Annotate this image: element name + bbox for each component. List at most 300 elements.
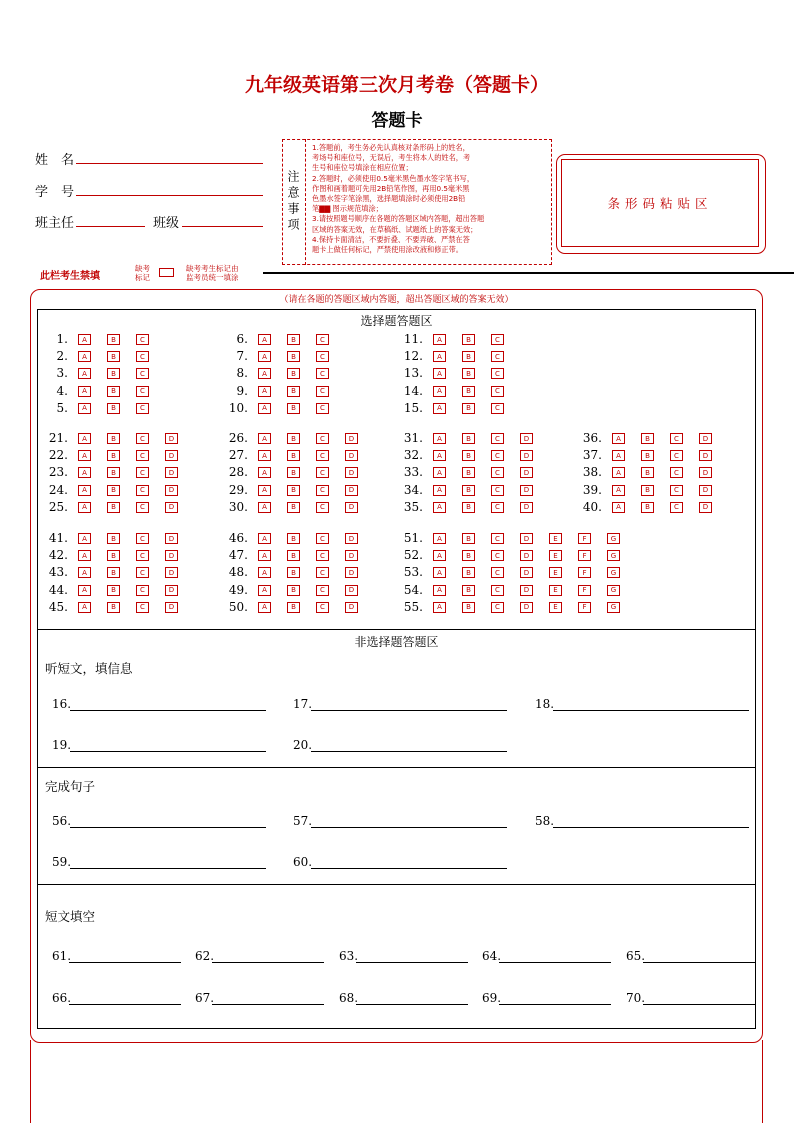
- option-bubble-a[interactable]: A: [258, 502, 271, 513]
- option-bubble-a[interactable]: A: [78, 602, 91, 613]
- option-bubble-a[interactable]: A: [258, 351, 271, 362]
- option-bubble-b[interactable]: B: [107, 368, 120, 379]
- option-bubble-b[interactable]: B: [462, 467, 475, 478]
- answer-blank[interactable]: [553, 710, 749, 711]
- option-bubble-c[interactable]: C: [136, 550, 149, 561]
- option-bubble-d[interactable]: D: [520, 433, 533, 444]
- question-number: 35.: [403, 499, 423, 514]
- option-bubble-d[interactable]: D: [345, 502, 358, 513]
- option-bubble-a[interactable]: A: [258, 567, 271, 578]
- blank-number: 60.: [293, 855, 313, 869]
- question-number: 14.: [403, 383, 423, 398]
- option-bubble-a[interactable]: A: [258, 485, 271, 496]
- option-bubble-c[interactable]: C: [670, 467, 683, 478]
- teacher-field[interactable]: [76, 212, 145, 227]
- option-bubble-b[interactable]: B: [287, 403, 300, 414]
- class-label: 班级: [153, 216, 180, 231]
- student-number-field[interactable]: [76, 181, 263, 196]
- option-bubble-a[interactable]: A: [78, 550, 91, 561]
- question-number: 54.: [403, 582, 423, 597]
- option-bubble-f[interactable]: F: [578, 550, 591, 561]
- option-bubble-b[interactable]: B: [462, 351, 475, 362]
- notice-line: 考场号和座位号，无误后，考生将本人的姓名，考: [312, 153, 471, 163]
- option-bubble-d[interactable]: D: [699, 450, 712, 461]
- option-bubble-c[interactable]: C: [316, 450, 329, 461]
- absent-mark-label: 缺考 标记: [135, 264, 150, 282]
- option-bubble-b[interactable]: B: [462, 550, 475, 561]
- choice-section-title: 选择题答题区: [360, 314, 433, 328]
- option-bubble-e[interactable]: E: [549, 602, 562, 613]
- option-bubble-b[interactable]: B: [107, 602, 120, 613]
- option-bubble-b[interactable]: B: [287, 585, 300, 596]
- option-bubble-c[interactable]: C: [316, 334, 329, 345]
- notice-line: 1.答题前，考生务必先认真核对条形码上的姓名，: [312, 143, 470, 152]
- blank-number: 20.: [293, 738, 313, 752]
- question-number: 42.: [48, 548, 68, 563]
- option-bubble-c[interactable]: C: [316, 467, 329, 478]
- option-bubble-d[interactable]: D: [165, 567, 178, 578]
- blank-number: 61.: [52, 949, 72, 963]
- option-bubble-f[interactable]: F: [578, 602, 591, 613]
- option-bubble-a[interactable]: A: [433, 502, 446, 513]
- option-bubble-d[interactable]: D: [165, 550, 178, 561]
- option-bubble-a[interactable]: A: [258, 433, 271, 444]
- option-bubble-b[interactable]: B: [107, 433, 120, 444]
- option-bubble-b[interactable]: B: [287, 502, 300, 513]
- option-bubble-a[interactable]: A: [78, 567, 91, 578]
- question-number: 37.: [582, 448, 602, 463]
- question-number: 11.: [403, 332, 423, 346]
- option-bubble-d[interactable]: D: [520, 550, 533, 561]
- option-bubble-a[interactable]: A: [258, 386, 271, 397]
- option-bubble-a[interactable]: A: [433, 386, 446, 397]
- option-bubble-a[interactable]: A: [612, 433, 625, 444]
- name-field[interactable]: [76, 149, 263, 164]
- option-bubble-f[interactable]: F: [578, 567, 591, 578]
- option-bubble-b[interactable]: B: [107, 450, 120, 461]
- frame-right-edge: [762, 1040, 763, 1123]
- question-number: 6.: [236, 332, 248, 346]
- option-bubble-c[interactable]: C: [670, 433, 683, 444]
- option-bubble-a[interactable]: A: [258, 550, 271, 561]
- answer-blank[interactable]: [70, 751, 266, 752]
- answer-blank[interactable]: [356, 962, 468, 963]
- option-bubble-b[interactable]: B: [287, 386, 300, 397]
- option-bubble-a[interactable]: A: [433, 602, 446, 613]
- option-bubble-b[interactable]: B: [287, 334, 300, 345]
- option-bubble-d[interactable]: D: [699, 502, 712, 513]
- blank-number: 62.: [195, 949, 215, 963]
- blank-number: 59.: [52, 855, 72, 869]
- answer-blank[interactable]: [311, 710, 507, 711]
- option-bubble-d[interactable]: D: [520, 502, 533, 513]
- option-bubble-b[interactable]: B: [107, 585, 120, 596]
- option-bubble-c[interactable]: C: [136, 403, 149, 414]
- option-bubble-a[interactable]: A: [433, 433, 446, 444]
- option-bubble-d[interactable]: D: [345, 467, 358, 478]
- option-bubble-c[interactable]: C: [316, 368, 329, 379]
- section-divider: [37, 767, 756, 768]
- option-bubble-a[interactable]: A: [433, 368, 446, 379]
- option-bubble-a[interactable]: A: [78, 533, 91, 544]
- answer-blank[interactable]: [70, 827, 266, 828]
- option-bubble-c[interactable]: C: [316, 567, 329, 578]
- answer-blank[interactable]: [643, 1004, 755, 1005]
- option-bubble-a[interactable]: A: [78, 585, 91, 596]
- option-bubble-a[interactable]: A: [433, 351, 446, 362]
- option-bubble-d[interactable]: D: [165, 450, 178, 461]
- option-bubble-a[interactable]: A: [612, 450, 625, 461]
- option-bubble-c[interactable]: C: [136, 351, 149, 362]
- question-number: 4.: [56, 383, 68, 398]
- class-field[interactable]: [182, 212, 263, 227]
- option-bubble-b[interactable]: B: [107, 334, 120, 345]
- option-bubble-a[interactable]: A: [612, 485, 625, 496]
- option-bubble-a[interactable]: A: [433, 450, 446, 461]
- option-bubble-a[interactable]: A: [433, 403, 446, 414]
- question-number: 9.: [236, 383, 248, 398]
- option-bubble-c[interactable]: C: [316, 602, 329, 613]
- option-bubble-b[interactable]: B: [641, 467, 654, 478]
- option-bubble-c[interactable]: C: [136, 602, 149, 613]
- option-bubble-d[interactable]: D: [699, 485, 712, 496]
- option-bubble-d[interactable]: D: [520, 533, 533, 544]
- answer-blank[interactable]: [499, 962, 611, 963]
- option-bubble-d[interactable]: D: [345, 485, 358, 496]
- option-bubble-d[interactable]: D: [520, 485, 533, 496]
- option-bubble-c[interactable]: C: [136, 585, 149, 596]
- option-bubble-a[interactable]: A: [258, 533, 271, 544]
- option-bubble-a[interactable]: A: [78, 351, 91, 362]
- question-number: 48.: [228, 565, 248, 580]
- option-bubble-a[interactable]: A: [258, 368, 271, 379]
- answer-blank[interactable]: [311, 827, 507, 828]
- option-bubble-b[interactable]: B: [462, 433, 475, 444]
- question-number: 15.: [403, 400, 423, 415]
- question-number: 46.: [228, 531, 248, 545]
- option-bubble-b[interactable]: B: [287, 533, 300, 544]
- answer-blank[interactable]: [212, 962, 324, 963]
- option-bubble-b[interactable]: B: [107, 386, 120, 397]
- option-bubble-a[interactable]: A: [258, 467, 271, 478]
- answer-blank[interactable]: [499, 1004, 611, 1005]
- option-bubble-b[interactable]: B: [287, 467, 300, 478]
- option-bubble-d[interactable]: D: [520, 585, 533, 596]
- option-bubble-a[interactable]: A: [433, 334, 446, 345]
- option-bubble-g[interactable]: G: [607, 585, 620, 596]
- option-bubble-c[interactable]: C: [316, 533, 329, 544]
- blank-number: 66.: [52, 991, 72, 1005]
- option-bubble-b[interactable]: B: [287, 602, 300, 613]
- blank-number: 64.: [482, 949, 502, 963]
- option-bubble-b[interactable]: B: [287, 351, 300, 362]
- option-bubble-a[interactable]: A: [78, 450, 91, 461]
- question-number: 3.: [56, 366, 68, 381]
- question-number: 29.: [228, 482, 248, 497]
- option-bubble-b[interactable]: B: [287, 450, 300, 461]
- question-number: 26.: [228, 431, 248, 445]
- option-bubble-b[interactable]: B: [287, 550, 300, 561]
- option-bubble-d[interactable]: D: [520, 602, 533, 613]
- question-number: 43.: [48, 565, 68, 580]
- option-bubble-c[interactable]: C: [316, 502, 329, 513]
- option-bubble-b[interactable]: B: [107, 550, 120, 561]
- option-bubble-b[interactable]: B: [287, 567, 300, 578]
- option-bubble-c[interactable]: C: [491, 485, 504, 496]
- answer-blank[interactable]: [643, 962, 755, 963]
- answer-blank[interactable]: [70, 868, 266, 869]
- question-number: 51.: [403, 531, 423, 545]
- question-number: 53.: [403, 565, 423, 580]
- option-bubble-g[interactable]: G: [607, 550, 620, 561]
- option-bubble-a[interactable]: A: [433, 585, 446, 596]
- option-bubble-d[interactable]: D: [165, 585, 178, 596]
- option-bubble-a[interactable]: A: [433, 533, 446, 544]
- option-bubble-a[interactable]: A: [258, 585, 271, 596]
- question-number: 55.: [403, 599, 423, 614]
- option-bubble-c[interactable]: C: [491, 368, 504, 379]
- option-bubble-d[interactable]: D: [345, 567, 358, 578]
- option-bubble-c[interactable]: C: [491, 502, 504, 513]
- option-bubble-b[interactable]: B: [462, 533, 475, 544]
- option-bubble-b[interactable]: B: [462, 386, 475, 397]
- question-number: 45.: [48, 599, 68, 614]
- option-bubble-d[interactable]: D: [165, 533, 178, 544]
- option-bubble-c[interactable]: C: [491, 602, 504, 613]
- option-bubble-b[interactable]: B: [107, 533, 120, 544]
- option-bubble-b[interactable]: B: [107, 467, 120, 478]
- option-bubble-c[interactable]: C: [136, 368, 149, 379]
- notice-line: 色墨水签字笔涂黑，选择题填涂时必须使用2B铅: [312, 194, 466, 204]
- student-number-label: 学 号: [35, 185, 75, 200]
- option-bubble-a[interactable]: A: [433, 467, 446, 478]
- question-number: 36.: [582, 431, 602, 445]
- option-bubble-c[interactable]: C: [491, 550, 504, 561]
- answer-blank[interactable]: [212, 1004, 324, 1005]
- question-number: 21.: [48, 431, 68, 445]
- option-bubble-a[interactable]: A: [433, 550, 446, 561]
- section-divider: [37, 884, 756, 885]
- option-bubble-b[interactable]: B: [462, 502, 475, 513]
- answer-blank[interactable]: [69, 1004, 181, 1005]
- question-number: 10.: [228, 400, 248, 415]
- notice-line: 笔▇▇ 图示规范填涂；: [312, 204, 383, 214]
- option-bubble-c[interactable]: C: [491, 386, 504, 397]
- option-bubble-g[interactable]: G: [607, 602, 620, 613]
- option-bubble-a[interactable]: A: [612, 467, 625, 478]
- option-bubble-b[interactable]: B: [462, 485, 475, 496]
- blank-number: 70.: [626, 991, 646, 1005]
- option-bubble-b[interactable]: B: [462, 450, 475, 461]
- option-bubble-a[interactable]: A: [78, 386, 91, 397]
- part-label: 听短文，填信息: [45, 661, 133, 676]
- option-bubble-e[interactable]: E: [549, 533, 562, 544]
- question-number: 22.: [48, 448, 68, 463]
- option-bubble-a[interactable]: A: [78, 433, 91, 444]
- option-bubble-a[interactable]: A: [612, 502, 625, 513]
- option-bubble-e[interactable]: E: [549, 567, 562, 578]
- option-bubble-c[interactable]: C: [136, 533, 149, 544]
- option-bubble-d[interactable]: D: [165, 433, 178, 444]
- non-choice-section-title: 非选择题答题区: [354, 635, 439, 649]
- answer-blank[interactable]: [356, 1004, 468, 1005]
- option-bubble-c[interactable]: C: [316, 485, 329, 496]
- question-number: 12.: [403, 349, 423, 364]
- option-bubble-d[interactable]: D: [345, 450, 358, 461]
- option-bubble-a[interactable]: A: [258, 450, 271, 461]
- question-number: 34.: [403, 482, 423, 497]
- option-bubble-c[interactable]: C: [491, 433, 504, 444]
- option-bubble-b[interactable]: B: [287, 485, 300, 496]
- absent-checkbox[interactable]: [159, 268, 174, 277]
- option-bubble-c[interactable]: C: [491, 533, 504, 544]
- option-bubble-a[interactable]: A: [258, 602, 271, 613]
- option-bubble-b[interactable]: B: [462, 602, 475, 613]
- option-bubble-b[interactable]: B: [641, 433, 654, 444]
- question-number: 38.: [582, 465, 602, 480]
- option-bubble-a[interactable]: A: [78, 467, 91, 478]
- question-number: 13.: [403, 366, 423, 381]
- blank-number: 58.: [535, 814, 555, 828]
- question-number: 31.: [403, 431, 423, 445]
- option-bubble-d[interactable]: D: [699, 467, 712, 478]
- option-bubble-c[interactable]: C: [316, 585, 329, 596]
- option-bubble-b[interactable]: B: [107, 485, 120, 496]
- notice-title: 注意事项: [282, 139, 306, 265]
- question-number: 23.: [48, 465, 68, 480]
- exempt-label: 此栏考生禁填: [40, 271, 100, 282]
- blank-number: 56.: [52, 814, 72, 828]
- option-bubble-a[interactable]: A: [258, 403, 271, 414]
- option-bubble-d[interactable]: D: [520, 567, 533, 578]
- option-bubble-d[interactable]: D: [345, 585, 358, 596]
- option-bubble-c[interactable]: C: [136, 467, 149, 478]
- option-bubble-e[interactable]: E: [549, 585, 562, 596]
- absent-note: 缺考考生标记由 监考员统一填涂: [186, 264, 239, 282]
- option-bubble-d[interactable]: D: [165, 467, 178, 478]
- option-bubble-c[interactable]: C: [491, 585, 504, 596]
- option-bubble-f[interactable]: F: [578, 533, 591, 544]
- blank-number: 65.: [626, 949, 646, 963]
- answer-box: [37, 309, 756, 1029]
- option-bubble-c[interactable]: C: [491, 351, 504, 362]
- option-bubble-a[interactable]: A: [78, 334, 91, 345]
- option-bubble-a[interactable]: A: [78, 403, 91, 414]
- option-bubble-c[interactable]: C: [316, 550, 329, 561]
- option-bubble-b[interactable]: B: [107, 351, 120, 362]
- option-bubble-d[interactable]: D: [165, 502, 178, 513]
- blank-number: 57.: [293, 814, 313, 828]
- option-bubble-f[interactable]: F: [578, 585, 591, 596]
- question-number: 39.: [582, 482, 602, 497]
- answer-blank[interactable]: [553, 827, 749, 828]
- answer-blank[interactable]: [69, 962, 181, 963]
- option-bubble-c[interactable]: C: [136, 485, 149, 496]
- option-bubble-b[interactable]: B: [107, 502, 120, 513]
- option-bubble-a[interactable]: A: [258, 334, 271, 345]
- question-number: 2.: [56, 349, 68, 364]
- teacher-label: 班主任: [35, 216, 75, 231]
- option-bubble-a[interactable]: A: [78, 368, 91, 379]
- answer-blank[interactable]: [70, 710, 266, 711]
- question-number: 52.: [403, 548, 423, 563]
- answer-blank[interactable]: [311, 751, 507, 752]
- blank-number: 18.: [535, 697, 555, 711]
- option-bubble-b[interactable]: B: [462, 585, 475, 596]
- option-bubble-c[interactable]: C: [491, 450, 504, 461]
- option-bubble-b[interactable]: B: [462, 334, 475, 345]
- option-bubble-d[interactable]: D: [520, 450, 533, 461]
- option-bubble-b[interactable]: B: [107, 567, 120, 578]
- answer-instruction: （请在各题的答题区域内答题，超出答题区域的答案无效）: [279, 295, 514, 305]
- option-bubble-b[interactable]: B: [641, 450, 654, 461]
- option-bubble-d[interactable]: D: [345, 533, 358, 544]
- option-bubble-d[interactable]: D: [345, 602, 358, 613]
- option-bubble-b[interactable]: B: [287, 433, 300, 444]
- option-bubble-c[interactable]: C: [316, 403, 329, 414]
- option-bubble-d[interactable]: D: [165, 602, 178, 613]
- option-bubble-c[interactable]: C: [491, 403, 504, 414]
- option-bubble-d[interactable]: D: [345, 550, 358, 561]
- option-bubble-c[interactable]: C: [491, 567, 504, 578]
- part-label: 短文填空: [45, 909, 96, 924]
- question-number: 40.: [582, 499, 602, 514]
- question-number: 50.: [228, 599, 248, 614]
- option-bubble-b[interactable]: B: [462, 567, 475, 578]
- option-bubble-d[interactable]: D: [520, 467, 533, 478]
- option-bubble-c[interactable]: C: [136, 334, 149, 345]
- question-number: 44.: [48, 582, 68, 597]
- blank-number: 17.: [293, 697, 313, 711]
- option-bubble-c[interactable]: C: [491, 334, 504, 345]
- option-bubble-c[interactable]: C: [670, 450, 683, 461]
- option-bubble-c[interactable]: C: [670, 502, 683, 513]
- option-bubble-c[interactable]: C: [136, 433, 149, 444]
- option-bubble-d[interactable]: D: [699, 433, 712, 444]
- option-bubble-b[interactable]: B: [462, 368, 475, 379]
- option-bubble-c[interactable]: C: [136, 386, 149, 397]
- page-title: 九年级英语第三次月考卷（答题卡）: [244, 74, 549, 96]
- question-number: 25.: [48, 499, 68, 514]
- option-bubble-b[interactable]: B: [641, 502, 654, 513]
- option-bubble-c[interactable]: C: [136, 502, 149, 513]
- option-bubble-c[interactable]: C: [316, 433, 329, 444]
- option-bubble-b[interactable]: B: [107, 403, 120, 414]
- option-bubble-a[interactable]: A: [433, 567, 446, 578]
- option-bubble-g[interactable]: G: [607, 533, 620, 544]
- option-bubble-c[interactable]: C: [491, 467, 504, 478]
- question-number: 30.: [228, 499, 248, 514]
- option-bubble-c[interactable]: C: [670, 485, 683, 496]
- option-bubble-g[interactable]: G: [607, 567, 620, 578]
- option-bubble-b[interactable]: B: [287, 368, 300, 379]
- part-label: 完成句子: [45, 779, 96, 794]
- answer-blank[interactable]: [311, 868, 507, 869]
- option-bubble-a[interactable]: A: [433, 485, 446, 496]
- option-bubble-e[interactable]: E: [549, 550, 562, 561]
- option-bubble-a[interactable]: A: [78, 485, 91, 496]
- option-bubble-a[interactable]: A: [78, 502, 91, 513]
- question-number: 33.: [403, 465, 423, 480]
- option-bubble-c[interactable]: C: [136, 567, 149, 578]
- option-bubble-c[interactable]: C: [316, 351, 329, 362]
- option-bubble-b[interactable]: B: [462, 403, 475, 414]
- option-bubble-d[interactable]: D: [345, 433, 358, 444]
- option-bubble-b[interactable]: B: [641, 485, 654, 496]
- option-bubble-c[interactable]: C: [136, 450, 149, 461]
- option-bubble-d[interactable]: D: [165, 485, 178, 496]
- option-bubble-c[interactable]: C: [316, 386, 329, 397]
